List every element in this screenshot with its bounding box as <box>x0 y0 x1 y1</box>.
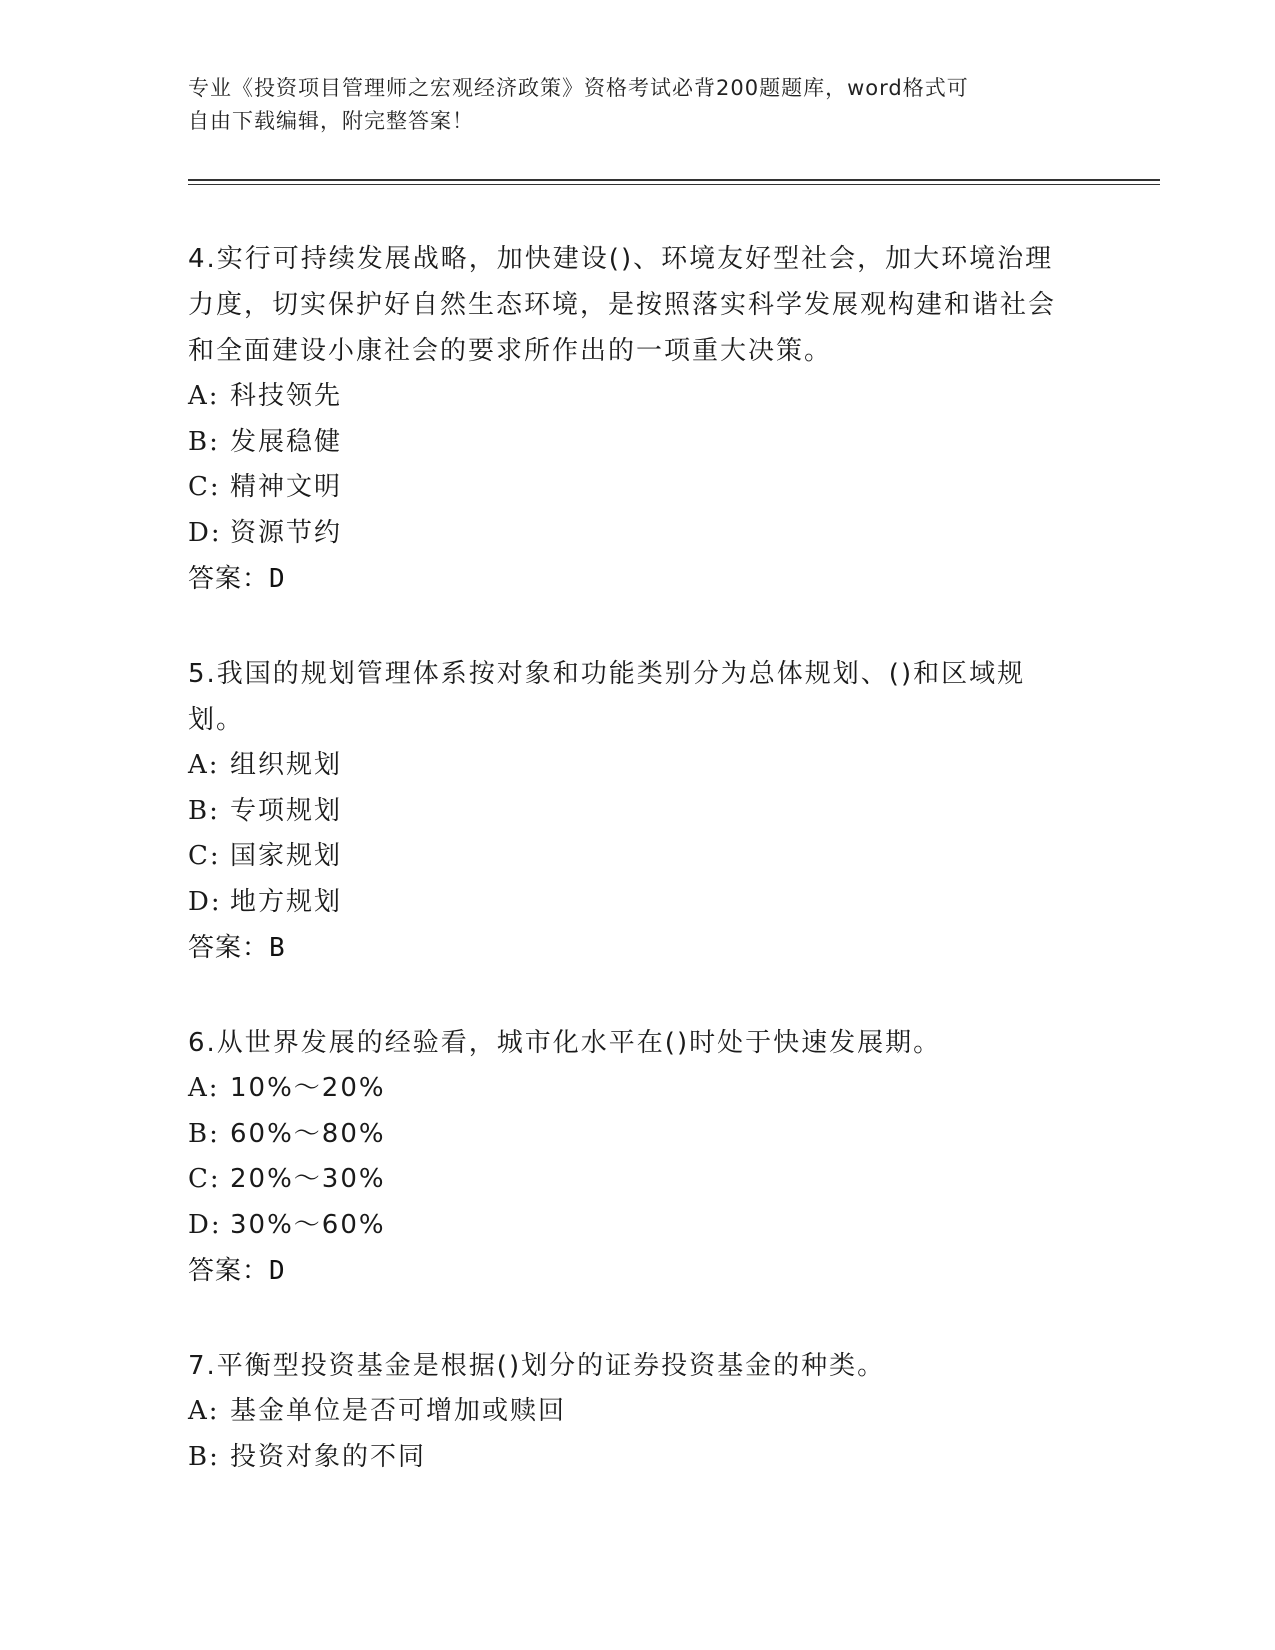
option-key: A: <box>188 1073 220 1103</box>
answer-line <box>188 556 1068 603</box>
question-item <box>188 1020 1068 1295</box>
question-item <box>188 236 1068 603</box>
option-key: C: <box>188 472 221 502</box>
answer-value: D <box>269 564 286 594</box>
question-text: 5.我国的规划管理体系按对象和功能类别分为总体规划、()和区域规划。 <box>188 659 1026 735</box>
option-text: 精神文明 <box>230 472 343 502</box>
option-d <box>188 511 1068 557</box>
header-divider-thick <box>188 179 1160 181</box>
option-c <box>188 1157 1068 1203</box>
answer-value: B <box>269 933 286 963</box>
question-item <box>188 1343 1068 1480</box>
answer-value: D <box>269 1256 286 1286</box>
question-text: 4.实行可持续发展战略，加快建设()、环境友好型社会，加大环境治理力度，切实保护好自然生态环境，是按照落实科学发展观构建和谐社会和全面建设小康社会的要求所作出的一项重大决策。 <box>188 244 1057 366</box>
option-a <box>188 1389 1068 1435</box>
option-key: B: <box>188 1118 220 1149</box>
option-text: 投资对象的不同 <box>230 1441 427 1472</box>
option-b <box>188 420 1068 466</box>
option-b <box>188 789 1068 835</box>
option-d <box>188 1203 1068 1249</box>
option-key: A: <box>188 1396 220 1426</box>
answer-line <box>188 1248 1068 1295</box>
option-text: 基金单位是否可增加或赎回 <box>230 1396 567 1426</box>
option-c <box>188 834 1068 880</box>
option-a <box>188 743 1068 789</box>
option-c <box>188 465 1068 511</box>
option-text: 组织规划 <box>230 750 343 780</box>
option-text: 20%～30% <box>230 1164 386 1194</box>
option-key: B: <box>188 795 220 826</box>
option-key: B: <box>188 1441 220 1472</box>
answer-label: 答案： <box>188 933 270 963</box>
option-text: 专项规划 <box>230 795 343 826</box>
option-text: 地方规划 <box>230 886 343 917</box>
option-text: 60%～80% <box>230 1118 386 1149</box>
option-key: D: <box>188 1209 222 1240</box>
header-divider-thin <box>188 184 1160 185</box>
question-list <box>188 236 1068 1480</box>
question-text: 7.平衡型投资基金是根据()划分的证券投资基金的种类。 <box>188 1351 886 1381</box>
option-b <box>188 1112 1068 1158</box>
option-key: D: <box>188 517 222 548</box>
header-line-2: 自由下载编辑，附完整答案！ <box>188 109 474 133</box>
option-text: 30%～60% <box>230 1209 386 1240</box>
document-header <box>188 72 1068 138</box>
question-text: 6.从世界发展的经验看，城市化水平在()时处于快速发展期。 <box>188 1028 942 1058</box>
answer-label: 答案： <box>188 1256 270 1286</box>
option-b <box>188 1435 1068 1481</box>
option-text: 科技领先 <box>230 381 343 411</box>
option-text: 国家规划 <box>230 841 343 871</box>
option-key: D: <box>188 886 222 917</box>
question-item <box>188 651 1068 972</box>
option-key: A: <box>188 381 220 411</box>
option-a <box>188 374 1068 420</box>
option-key: B: <box>188 426 220 457</box>
option-key: C: <box>188 841 221 871</box>
option-a <box>188 1066 1068 1112</box>
option-text: 发展稳健 <box>230 426 343 457</box>
answer-label: 答案： <box>188 564 270 594</box>
option-key: A: <box>188 750 220 780</box>
option-text: 10%～20% <box>230 1073 386 1103</box>
option-d <box>188 880 1068 926</box>
option-key: C: <box>188 1164 221 1194</box>
answer-line <box>188 925 1068 972</box>
header-line-1: 专业《投资项目管理师之宏观经济政策》资格考试必背200题题库，word格式可 <box>188 76 969 100</box>
option-text: 资源节约 <box>230 517 343 548</box>
